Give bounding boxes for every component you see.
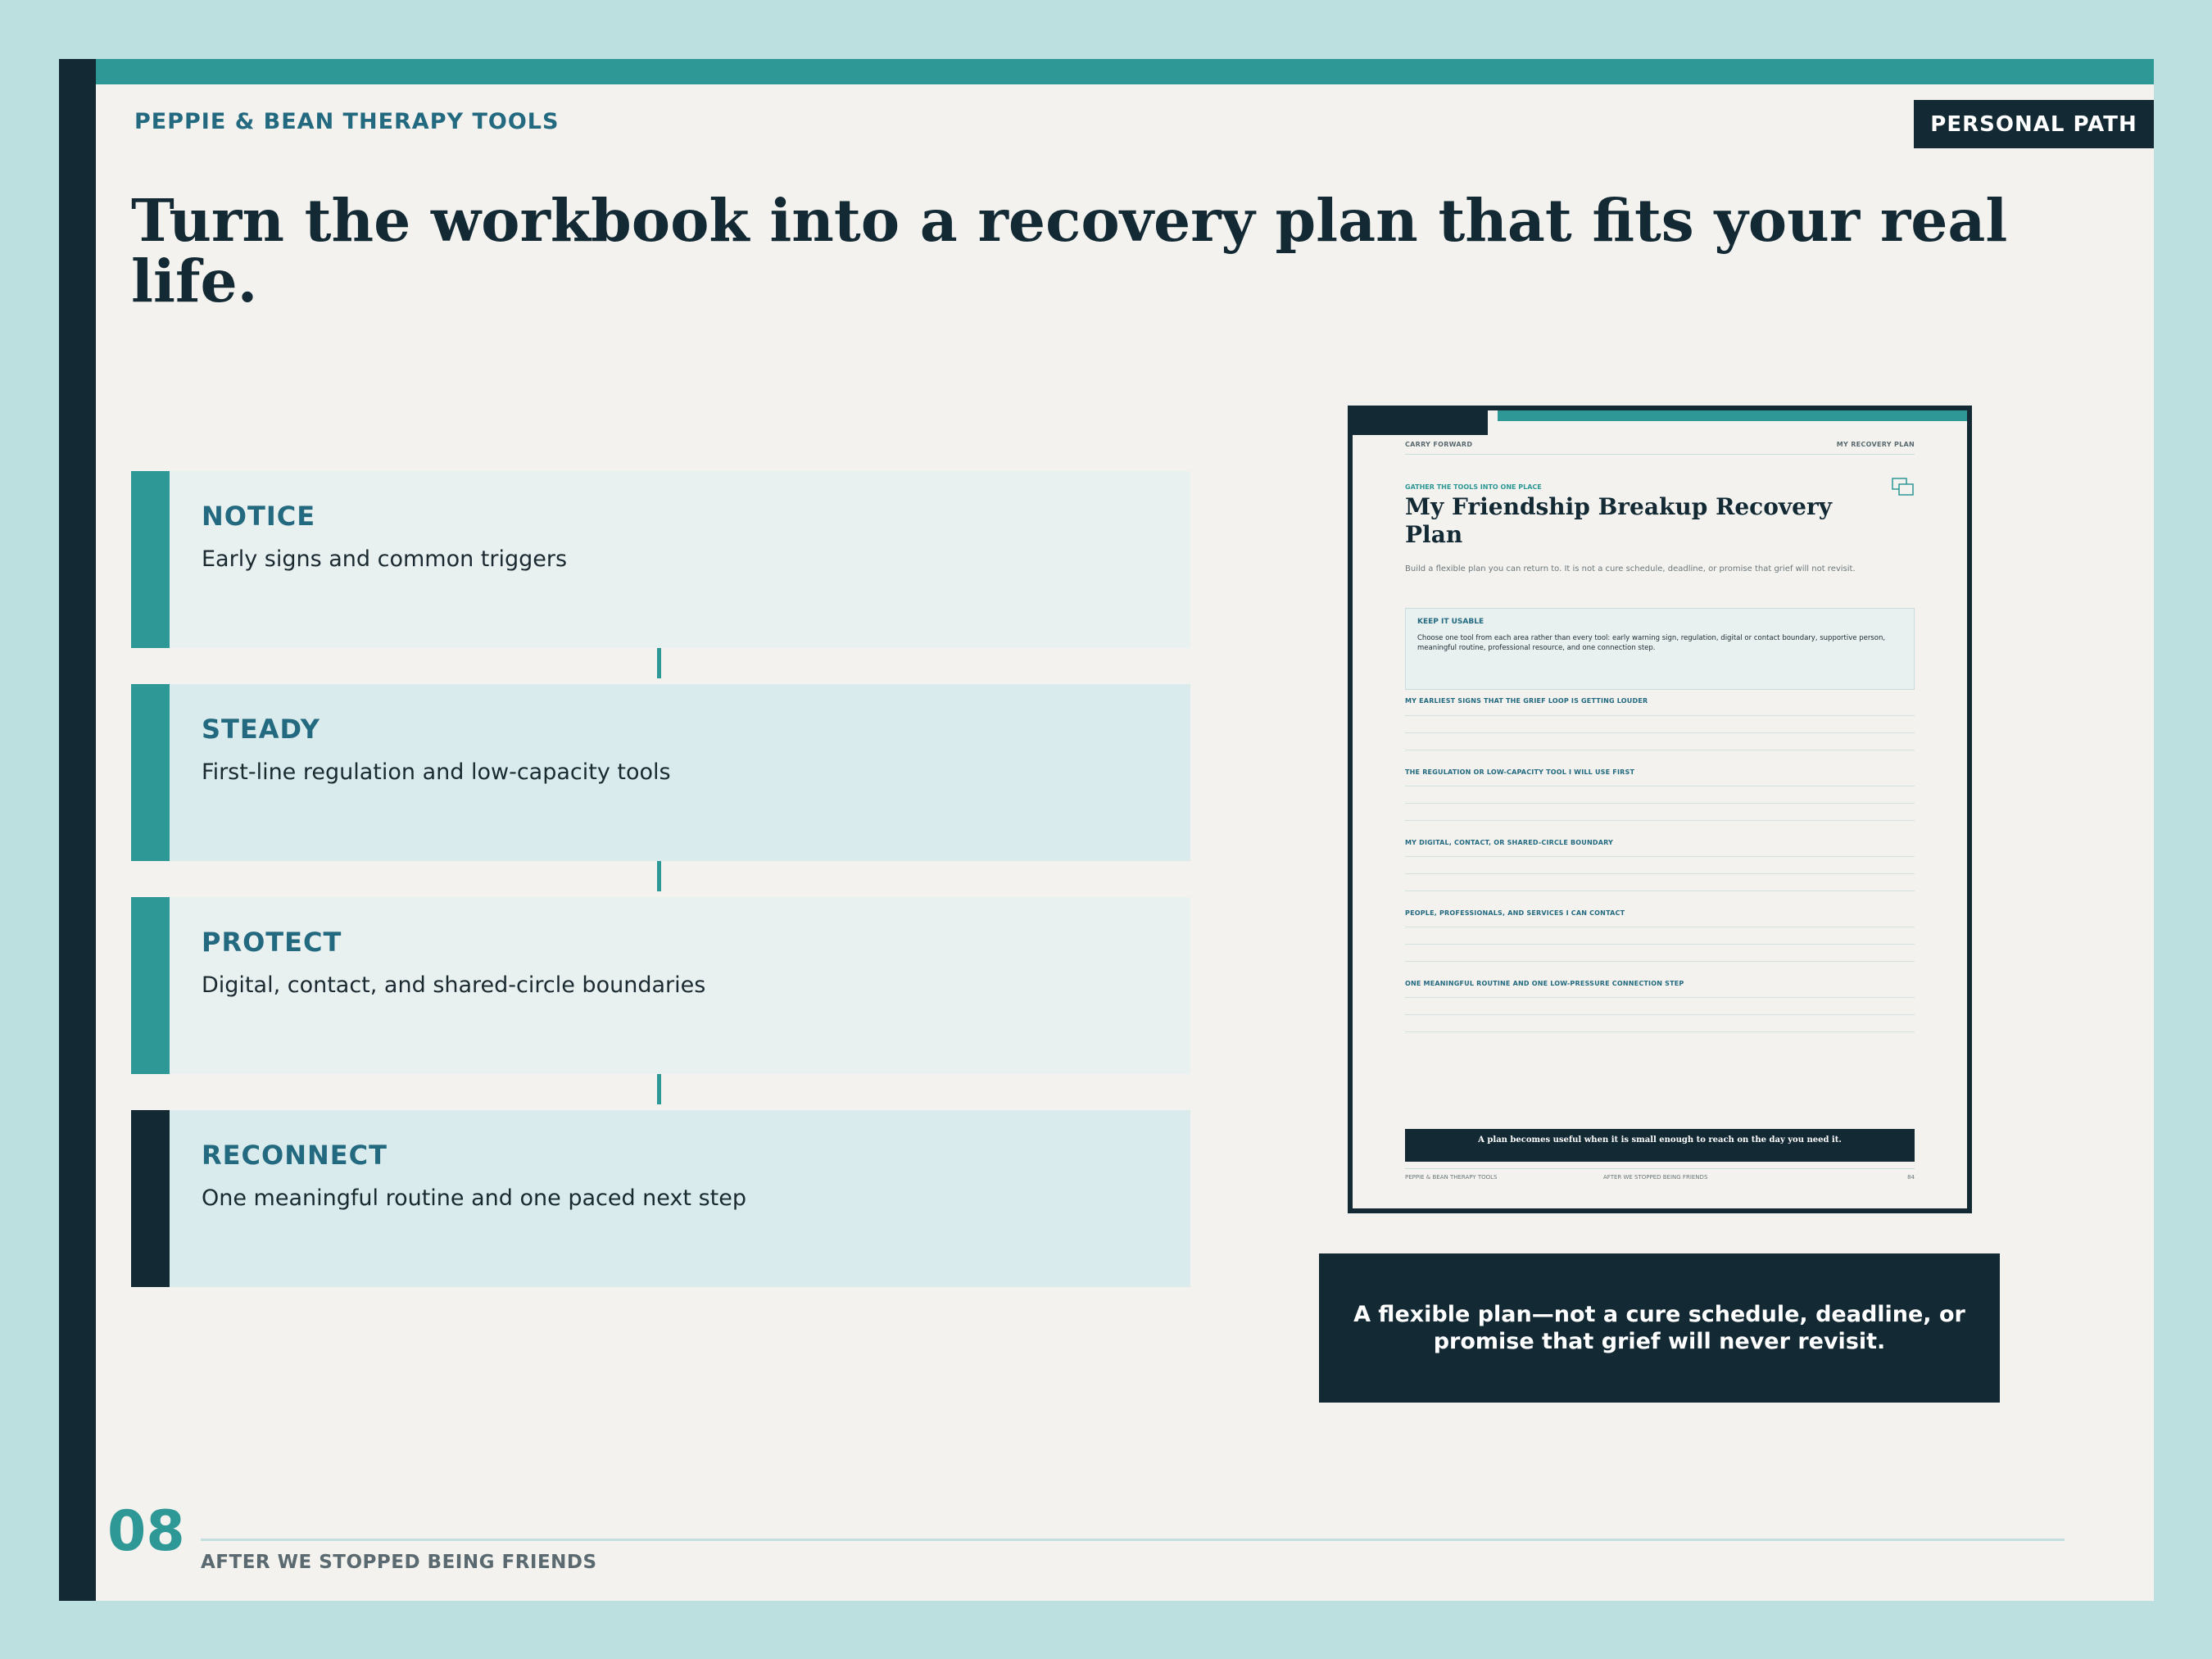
brand-label: PEPPIE & BEAN THERAPY TOOLS bbox=[134, 109, 560, 134]
preview-write-line bbox=[1405, 820, 1915, 821]
preview-header-left: CARRY FORWARD bbox=[1405, 441, 1473, 448]
preview-write-line bbox=[1405, 997, 1915, 998]
preview-write-line bbox=[1405, 961, 1915, 962]
preview-write-line bbox=[1405, 1031, 1915, 1032]
preview-page-number: 84 bbox=[1907, 1174, 1915, 1181]
preview-quote: A plan becomes useful when it is small enough to reach on the day you need it. bbox=[1405, 1129, 1915, 1162]
preview-tip-text: Choose one tool from each area rather than every tool: early warning sign, regulation, digital or contact boundary, supportive person, meaningful routine, professional resource, and one connection step. bbox=[1417, 634, 1886, 652]
preview-intro: Build a flexible plan you can return to. It is not a cure schedule, deadline, or promise that grief will not revisit. bbox=[1405, 564, 1856, 573]
preview-title: My Friendship Breakup Recovery Plan bbox=[1405, 493, 1832, 548]
preview-kicker: GATHER THE TOOLS INTO ONE PLACE bbox=[1405, 483, 1542, 491]
preview-section-label: THE REGULATION OR LOW-CAPACITY TOOL I WILL USE FIRST bbox=[1405, 768, 1635, 776]
step-accent bbox=[131, 897, 170, 1074]
step-description: Early signs and common triggers bbox=[202, 546, 568, 572]
footer-divider bbox=[201, 1539, 2065, 1541]
preview-section-label: MY DIGITAL, CONTACT, OR SHARED-CIRCLE BOUNDARY bbox=[1405, 839, 1614, 846]
preview-accent-bar bbox=[1498, 410, 1967, 421]
preview-write-line bbox=[1405, 1014, 1915, 1015]
preview-footer-center: AFTER WE STOPPED BEING FRIENDS bbox=[1603, 1174, 1708, 1181]
preview-section-label: PEOPLE, PROFESSIONALS, AND SERVICES I CAN CONTACT bbox=[1405, 909, 1625, 917]
step-accent bbox=[131, 684, 170, 861]
preview-section-label: ONE MEANINGFUL ROUTINE AND ONE LOW-PRESSURE CONNECTION STEP bbox=[1405, 980, 1684, 987]
step-description: One meaningful routine and one paced next step bbox=[202, 1185, 746, 1211]
preview-header-right: MY RECOVERY PLAN bbox=[1836, 441, 1915, 448]
page-number: 08 bbox=[107, 1499, 185, 1564]
page-title: Turn the workbook into a recovery plan that fits your real life. bbox=[131, 186, 2008, 315]
callout-text: A flexible plan—not a cure schedule, deadline, or promise that grief will never revisit. bbox=[1353, 1302, 1965, 1354]
step-title: NOTICE bbox=[202, 501, 316, 532]
step-title: STEADY bbox=[202, 714, 320, 745]
preview-footer-left: PEPPIE & BEAN THERAPY TOOLS bbox=[1405, 1174, 1498, 1181]
preview-section-label: MY EARLIEST SIGNS THAT THE GRIEF LOOP IS GETTING LOUDER bbox=[1405, 697, 1648, 705]
top-accent-bar bbox=[96, 59, 2154, 84]
preview-corner-tab bbox=[1353, 410, 1488, 435]
step-description: First-line regulation and low-capacity tools bbox=[202, 759, 671, 785]
step-notice bbox=[131, 471, 1190, 648]
preview-write-line bbox=[1405, 715, 1915, 716]
section-badge: PERSONAL PATH bbox=[1914, 100, 2154, 148]
step-accent bbox=[131, 1110, 170, 1287]
preview-tip-box bbox=[1405, 608, 1915, 690]
preview-write-line bbox=[1405, 873, 1915, 874]
step-connector bbox=[657, 648, 661, 678]
step-protect bbox=[131, 897, 1190, 1074]
step-title: PROTECT bbox=[202, 927, 342, 958]
step-reconnect bbox=[131, 1110, 1190, 1287]
workbook-page-preview bbox=[1348, 406, 1972, 1213]
step-steady bbox=[131, 684, 1190, 861]
step-connector bbox=[657, 1074, 661, 1104]
step-description: Digital, contact, and shared-circle boundaries bbox=[202, 972, 706, 998]
preview-divider bbox=[1405, 454, 1915, 455]
preview-divider bbox=[1405, 1168, 1915, 1169]
preview-write-line bbox=[1405, 803, 1915, 804]
footer-title: AFTER WE STOPPED BEING FRIENDS bbox=[201, 1552, 597, 1573]
preview-tip-title: KEEP IT USABLE bbox=[1417, 618, 1484, 626]
step-accent bbox=[131, 471, 170, 648]
preview-write-line bbox=[1405, 944, 1915, 945]
preview-write-line bbox=[1405, 856, 1915, 857]
slide bbox=[59, 59, 2154, 1601]
step-connector bbox=[657, 861, 661, 891]
step-title: RECONNECT bbox=[202, 1140, 388, 1171]
left-rail bbox=[59, 59, 96, 1601]
preview-write-line bbox=[1405, 732, 1915, 733]
callout-note bbox=[1319, 1253, 2000, 1403]
